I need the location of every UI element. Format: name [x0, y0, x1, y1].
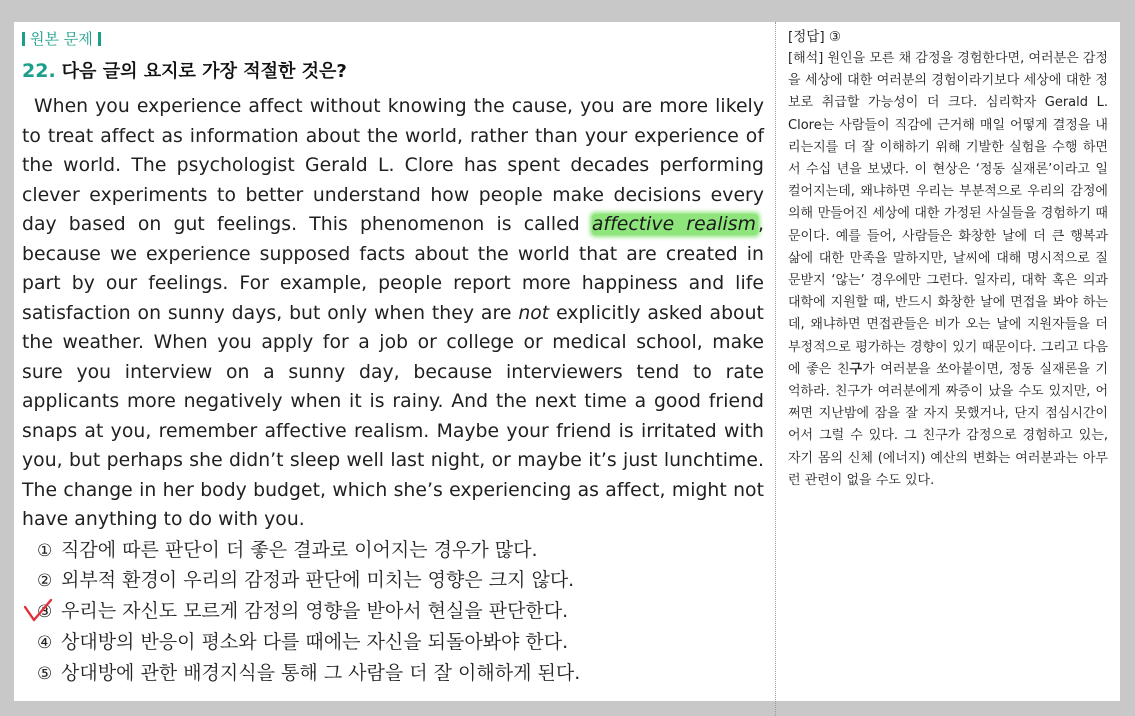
option-3[interactable]	[37, 597, 764, 628]
question-title	[22, 58, 764, 85]
explanation-part-1: [해석] 원인을 모른 채 감정을 경험한다면, 여러분은 감정 을 세상에 대한 여러분의 경험이라기보다 세상에 대한 정보로 취급할 가능성이 더 크다. 심리학자 Gerald L. Clore는 사람들이 직감에 근거해 매일 어떻게 결정을 내리는지를 더 잘 이해하기 위해 기발한 실험을 수행 하면서 수십 년을 보냈다. 이 현상은 ‘정동 실재론’이라고 일컬어지는데, 왜냐하면 우리는 부분적으로 우리의 감정에 의해 만들어진 세상에 대한 가정된 사실들을 경험하기 때문이다. 예를 들어, 사람들은 화창한 날에 더 큰 행복과 삶에 대한 만족을 말하지만, 날씨에 대해 명시적으로 질문받지 ‘않는’ 경우에만 그런다. 일자리, 대학 혹은 의과 대학에 지원할 때, 반드시 화창한 날에 면접을 봐야 하는데, 왜냐하면 면접관들은 비가 오는 날에 지원자들을 더 부정적으로 평가하는 경향이 있기 때문이다. 그리고 다음에 좋은 친	[788, 51, 1108, 377]
option-text: 상대방에 관한 배경지식을 통해 그 사람을 더 잘 이해하게 된다.	[61, 661, 581, 684]
passage-part-3: explicitly asked about the weather. When you apply for a job or college or medical school, make sure you interview on a sunny day, because interviewers tend to rate applicants more negatively when it is rainy. And the next time a good friend snaps at you, remember affective realism. Maybe your friend is irritated with you, but perhaps she didn’t sleep well last night, or maybe it’s just lunchtime. The change in her body budget, which she’s experiencing as affect, might not have anything to do with you.	[22, 302, 764, 530]
answer-options	[22, 536, 764, 690]
option-marker: ④	[37, 632, 53, 653]
section-label	[22, 28, 764, 50]
option-marker: ③	[37, 602, 53, 623]
explanation-bold: 구	[849, 361, 863, 377]
option-5[interactable]	[37, 659, 764, 690]
explanation-text	[788, 48, 1108, 492]
option-text: 직감에 따른 판단이 더 좋은 결과로 이어지는 경우가 많다.	[61, 538, 538, 561]
option-marker: ①	[37, 540, 53, 561]
passage-part-2: , because we experience supposed facts about the world that are created in part by our feelings. For example, people report more happiness and life satisfaction on sunny days, but only when they are	[22, 214, 764, 324]
option-marker: ⑤	[37, 663, 53, 684]
option-1[interactable]	[37, 536, 764, 567]
section-label-text: 원본 문제	[30, 30, 93, 48]
option-text: 상대방의 반응이 평소와 다를 때에는 자신을 되돌아봐야 한다.	[61, 630, 569, 653]
italic-not: not	[518, 302, 550, 324]
label-bar-icon	[22, 32, 25, 46]
check-mark-icon	[23, 598, 53, 624]
option-text: 우리는 자신도 모르게 감정의 영향을 받아서 현실을 판단한다.	[61, 600, 569, 623]
question-text: 다음 글의 요지로 가장 적절한 것은?	[61, 61, 347, 82]
option-2[interactable]	[37, 566, 764, 597]
highlighted-term: affective realism	[591, 214, 756, 235]
option-marker: ②	[37, 571, 53, 592]
passage-part-1: When you experience affect without knowing the cause, you are more likely to treat affect as information about the world, rather than your experience of the world. The psychologist Gerald L. Clore has spent decades performing clever experiments to better understand how people make decisions every day based on gut feelings. This phenomenon is called	[22, 96, 764, 235]
option-text: 외부적 환경이 우리의 감정과 판단에 미치는 영향은 크지 않다.	[61, 569, 575, 592]
label-bar-icon	[98, 32, 101, 46]
explanation-column	[788, 26, 1108, 492]
column-divider	[775, 22, 776, 716]
explanation-part-2: 가 여러분을 쏘아붙이면, 정동 실재론을 기억하라. 친구가 여러분에게 짜증이 났을 수도 있지만, 어쩌면 지난밤에 잠을 잘 자지 못했거나, 단지 점심시간이어서 그럴 수 있다. 그 친구가 감정으로 경험하고 있는, 자기 몸의 신체 (에너지) 예산의 변화는 여러분과는 아무런 관련이 없을 수도 있다.	[788, 361, 1109, 488]
question-column	[22, 28, 764, 689]
answer-line: [정답] ③	[788, 29, 842, 45]
question-number: 22.	[22, 60, 56, 82]
passage	[22, 92, 764, 535]
option-4[interactable]	[37, 628, 764, 659]
